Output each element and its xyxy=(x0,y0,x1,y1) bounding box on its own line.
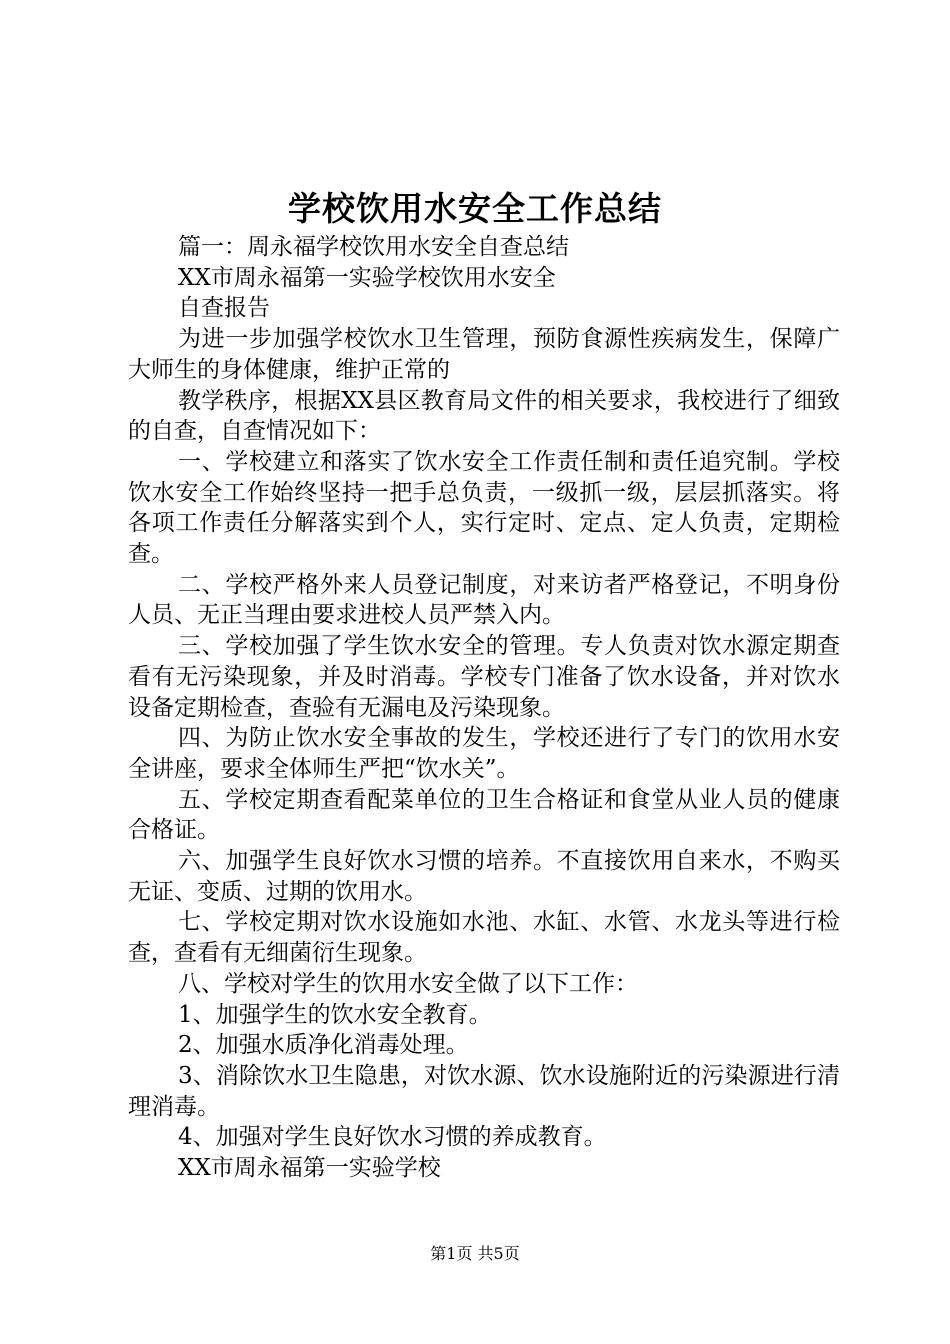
paragraph-8: 三、学校加强了学生饮水安全的管理。专人负责对饮水源定期查看有无污染现象，并及时消毒。学校专门准备了饮水设备，并对饮水设备定期检查，查验有无漏电及污染现象。 xyxy=(128,633,840,721)
document-title: 学校饮用水安全工作总结 xyxy=(288,189,662,228)
paragraph-12: 七、学校定期对饮水设施如水池、水缸、水管、水龙头等进行检查，查看有无细菌衍生现象。 xyxy=(128,909,840,967)
paragraph-10: 五、学校定期查看配菜单位的卫生合格证和食堂从业人员的健康合格证。 xyxy=(128,786,840,844)
paragraph-1: 篇一：周永福学校饮用水安全自查总结 xyxy=(178,234,569,260)
paragraph-5: 教学秩序，根据XX县区教育局文件的相关要求，我校进行了细致的自查，自查情况如下： xyxy=(128,387,840,445)
paragraph-18: XX市周永福第一实验学校 xyxy=(178,1155,441,1182)
paragraph-4: 为进一步加强学校饮水卫生管理，预防食源性疾病发生，保障广大师生的身体健康，维护正常的 xyxy=(128,326,840,383)
paragraph-7: 二、学校严格外来人员登记制度，对来访者严格登记，不明身份人员、无正当理由要求进校人员严禁入内。 xyxy=(128,571,840,629)
page-number-footer: 第1页 共5页 xyxy=(430,1244,520,1263)
paragraph-3: 自查报告 xyxy=(178,295,270,322)
paragraph-14: 1、加强学生的饮水安全教育。 xyxy=(178,1001,492,1028)
document-body xyxy=(128,232,840,1184)
paragraph-13: 八、学校对学生的饮用水安全做了以下工作： xyxy=(178,970,638,997)
paragraph-6: 一、学校建立和落实了饮水安全工作责任制和责任追究制。学校饮水安全工作始终坚持一把手总负责，一级抓一级，层层抓落实。将各项工作责任分解落实到个人，实行定时、定点、定人负责，定期检查。 xyxy=(128,448,840,568)
paragraph-9: 四、为防止饮水安全事故的发生，学校还进行了专门的饮用水安全讲座，要求全体师生严把“饮水关”。 xyxy=(128,725,840,782)
paragraph-2: XX市周永福第一实验学校饮用水安全 xyxy=(178,264,556,291)
paragraph-11: 六、加强学生良好饮水习惯的培养。不直接饮用自来水，不购买无证、变质、过期的饮用水。 xyxy=(128,848,840,905)
paragraph-15: 2、加强水质净化消毒处理。 xyxy=(178,1032,469,1059)
paragraph-17: 4、加强对学生良好饮水习惯的养成教育。 xyxy=(178,1124,607,1151)
paragraph-16: 3、消除饮水卫生隐患，对饮水源、饮水设施附近的污染源进行清理消毒。 xyxy=(128,1062,840,1120)
